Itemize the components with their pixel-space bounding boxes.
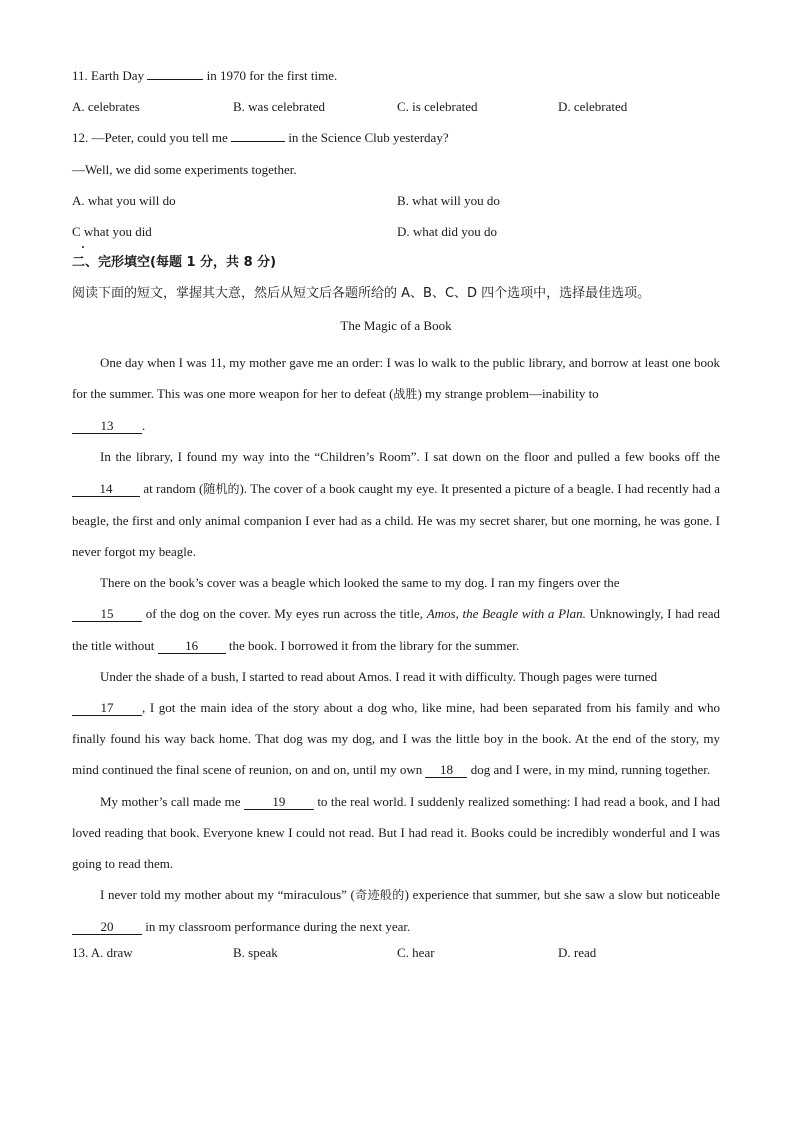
q12-option-a[interactable]: A. what you will do <box>72 192 176 208</box>
p2-text-a: In the library, I found my way into the “Children’s Room”. I sat down on the floor and pulled a few books off the <box>100 449 720 465</box>
p3-text-c: Unknowingly, I had read the title without <box>72 606 721 653</box>
p6-cn-gloss: 奇迹般的 <box>354 888 405 903</box>
p1-text-a: One day when I was 11, my mother gave me an order: I was lo walk to the public library, and borrow at least one book for the summer. This was one more weapon for her to defeat ( <box>72 354 720 401</box>
q13-option-c[interactable]: C. hear <box>397 944 435 960</box>
p3-text-b: of the dog on the cover. My eyes run across the title, <box>145 606 423 622</box>
q13-option-d[interactable]: D. read <box>558 944 597 960</box>
stray-dot-mark <box>82 246 84 248</box>
p6-text-a: I never told my mother about my “miraculous” ( <box>100 887 355 903</box>
q11-option-b[interactable]: B. was celebrated <box>233 99 326 115</box>
p5-text-a: My mother’s call made me <box>100 793 241 809</box>
question-11 <box>72 66 720 97</box>
p6-text-b: ) experience that summer, but she saw a slow but noticeable <box>404 887 720 903</box>
passage-title: The Magic of a Book <box>340 317 452 333</box>
passage-paragraph-1 <box>72 347 720 442</box>
p2-text-b: at random ( <box>143 480 204 496</box>
q11-option-a[interactable]: A. celebrates <box>72 99 140 115</box>
passage-paragraph-5 <box>72 786 720 880</box>
passage-paragraph-6 <box>72 879 720 942</box>
q11-option-d[interactable]: D. celebrated <box>558 99 628 115</box>
blank-13: 13 <box>72 419 142 434</box>
p5-text-b: to the real world. I suddenly realized something: I had read a book, and I had loved reading that book. Everyone knew I could not read. But I had read it. Books could be incredibly wonderful and I was going to read them. <box>72 793 721 871</box>
q11-option-c[interactable]: C. is celebrated <box>397 99 478 115</box>
p1-text-c: . <box>142 418 146 434</box>
passage-paragraph-3 <box>72 567 720 661</box>
blank-15: 15 <box>72 607 142 622</box>
p4-text-c: dog and I were, in my mind, running together. <box>470 762 711 778</box>
p6-text-c: in my classroom performance during the next year. <box>145 919 411 935</box>
q12-options-row2 <box>72 222 720 253</box>
q12-option-d[interactable]: D. what did you do <box>397 223 498 239</box>
q12-stem-start: 12. —Peter, could you tell me <box>72 130 228 146</box>
q13-option-a[interactable]: 13. A. draw <box>72 944 133 960</box>
question-12 <box>72 128 720 159</box>
q12-options-row1 <box>72 191 720 222</box>
section-heading: 二、完形填空(每题 1 分，共 8 分) <box>72 255 277 271</box>
p2-text-c: ). The cover of a book caught my eye. It presented a picture of a beagle. I had recently had a beagle, the first and only animal companion I ever had as a child. He was my secret sharer, but one morning, he was gone. I never forgot my beagle. <box>72 480 721 559</box>
p2-cn-gloss: 随机的 <box>203 481 240 496</box>
blank-18: 18 <box>425 763 467 778</box>
q12-option-b[interactable]: B. what will you do <box>397 192 500 208</box>
blank-20: 20 <box>72 920 142 935</box>
p3-text-a: There on the book’s cover was a beagle which looked the same to my dog. I ran my fingers over the <box>100 575 620 591</box>
passage-paragraph-4 <box>72 661 720 786</box>
q12-reply: —Well, we did some experiments together. <box>72 161 297 177</box>
blank-19: 19 <box>244 795 314 810</box>
p4-text-b: , I got the main idea of the story about a dog who, like mine, had been separated from his family and who finally found his way back home. That dog was my dog, and I was the little boy in the book. At the end of the story, my mind continued the final scene of reunion, on and on, until my own <box>72 699 720 778</box>
p1-text-b: ) my strange problem—inability to <box>417 385 599 401</box>
blank-14: 14 <box>72 482 140 497</box>
q13-option-b[interactable]: B. speak <box>233 944 278 960</box>
p4-text-a: Under the shade of a bush, I started to read about Amos. I read it with difficulty. Though pages were turned <box>100 668 658 684</box>
section-instruction: 阅读下面的短文，掌握其大意，然后从短文后各题所给的 A、B、C、D 四个选项中，选择最佳选项。 <box>72 286 651 302</box>
blank-16: 16 <box>158 639 226 654</box>
p1-cn-gloss: 战胜 <box>393 386 418 401</box>
q11-options <box>72 97 720 128</box>
blank-17: 17 <box>72 701 142 716</box>
passage-paragraph-2 <box>72 441 720 567</box>
p3-book-title: Amos, the Beagle with a Plan. <box>426 606 586 622</box>
q12-option-c[interactable]: C what you did <box>72 223 152 239</box>
q11-stem-end: in 1970 for the first time. <box>206 68 338 83</box>
p3-text-d: the book. I borrowed it from the library for the summer. <box>228 637 520 653</box>
q12-stem-end: in the Science Club yesterday? <box>288 130 449 146</box>
q11-stem-start: 11. Earth Day <box>72 68 145 83</box>
q12-blank <box>231 141 285 142</box>
q11-blank <box>147 79 203 80</box>
worksheet-page <box>72 66 720 974</box>
q13-options <box>72 943 720 974</box>
